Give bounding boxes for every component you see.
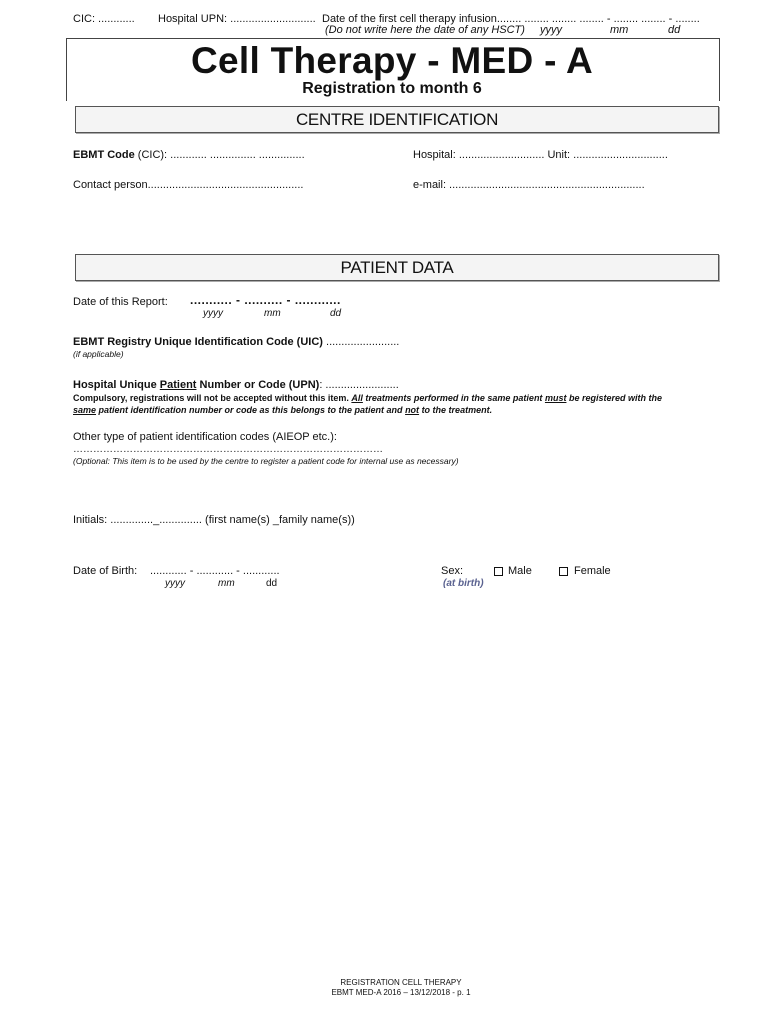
upn-note-same: same [73, 405, 97, 415]
upn-note-must: must [544, 393, 567, 403]
page-subtitle: Registration to month 6 [302, 80, 482, 97]
infusion-dd-label: dd [668, 24, 681, 36]
page-title: Cell Therapy - MED - A [190, 40, 593, 81]
ebmt-code-field[interactable] [73, 149, 305, 161]
dob-dd-label: dd [266, 578, 278, 589]
male-label: Male [508, 565, 532, 577]
upn-label-end: Number or Code (UPN) [196, 379, 320, 391]
ebmt-code-dots: (CIC): ............ ............... ............... [134, 149, 305, 161]
report-date-label: Date of this Report: [73, 296, 168, 308]
upn-note-text: Compulsory, registrations will not be accepted without this item. [73, 393, 352, 403]
report-date-field[interactable]: ........... - .......... - ............ [190, 293, 341, 307]
other-codes-field[interactable]: ………………………………………………………………………………… [73, 444, 383, 455]
ebmt-code-label: EBMT Code [73, 149, 135, 161]
infusion-mm-label: mm [610, 24, 629, 36]
dob-mm-label: mm [218, 578, 235, 589]
footer-line1: REGISTRATION CELL THERAPY [340, 978, 462, 987]
upn-field[interactable] [73, 379, 399, 391]
uic-note: (if applicable) [73, 349, 124, 359]
report-dd-label: dd [330, 308, 342, 319]
upn-note-not: not [405, 405, 420, 415]
female-label: Female [574, 565, 611, 577]
hospital-unit-field[interactable]: Hospital: ............................ Unit: ............................... [413, 149, 668, 161]
upn-dots: : ........................ [319, 379, 399, 391]
email-field[interactable]: e-mail: ................................................................ [413, 179, 645, 191]
upn-note-all: All [351, 393, 363, 403]
dob-yyyy-label: yyyy [165, 578, 185, 589]
report-yyyy-label: yyyy [203, 308, 223, 319]
infusion-date-note: (Do not write here the date of any HSCT) [325, 24, 525, 36]
centre-identification-title: CENTRE IDENTIFICATION [295, 110, 499, 129]
footer-line2: EBMT MED-A 2016 – 13/12/2018 - p. 1 [331, 988, 471, 997]
upn-label-patient: Patient [159, 379, 197, 391]
hospital-upn-field[interactable]: Hospital UPN: ............................ [158, 13, 316, 25]
centre-identification-header [75, 106, 719, 133]
patient-data-header [75, 254, 719, 281]
upn-note-text: be registered with the [566, 393, 662, 403]
upn-label-start: Hospital Unique [73, 379, 160, 391]
male-checkbox[interactable] [494, 567, 503, 576]
other-codes-label: Other type of patient identification codes (AIEOP etc.): [73, 431, 337, 443]
upn-note-text: to the treatment. [419, 405, 493, 415]
infusion-yyyy-label: yyyy [540, 24, 562, 36]
female-checkbox[interactable] [559, 567, 568, 576]
patient-data-title: PATIENT DATA [340, 258, 454, 277]
uic-field[interactable] [73, 336, 399, 348]
upn-note-line1 [73, 393, 662, 403]
cic-field[interactable]: CIC: ............ [73, 13, 135, 25]
other-codes-note: (Optional: This item is to be used by the centre to register a patient code for internal use as necessary) [73, 456, 459, 466]
sex-label: Sex: [441, 565, 464, 577]
contact-person-field[interactable]: Contact person................................................... [73, 179, 304, 191]
upn-note-text: patient identification number or code as this belongs to the patient and [96, 405, 406, 415]
dob-label: Date of Birth: [73, 565, 138, 577]
upn-note-line2 [73, 405, 492, 415]
report-mm-label: mm [264, 308, 281, 319]
dob-field[interactable]: ............ - ............ - ............ [150, 565, 280, 577]
uic-label: EBMT Registry Unique Identification Code (UIC) [73, 336, 323, 348]
uic-dots: ........................ [322, 336, 400, 348]
at-birth-note: (at birth) [443, 578, 484, 589]
initials-field[interactable]: Initials: .............._.............. (first name(s) _family name(s)) [73, 514, 355, 526]
upn-note-text: treatments performed in the same patient [362, 393, 545, 403]
infusion-date-field[interactable]: Date of the first cell therapy infusion........ ........ ........ ........ - ........ ........ - ........ [322, 13, 700, 25]
